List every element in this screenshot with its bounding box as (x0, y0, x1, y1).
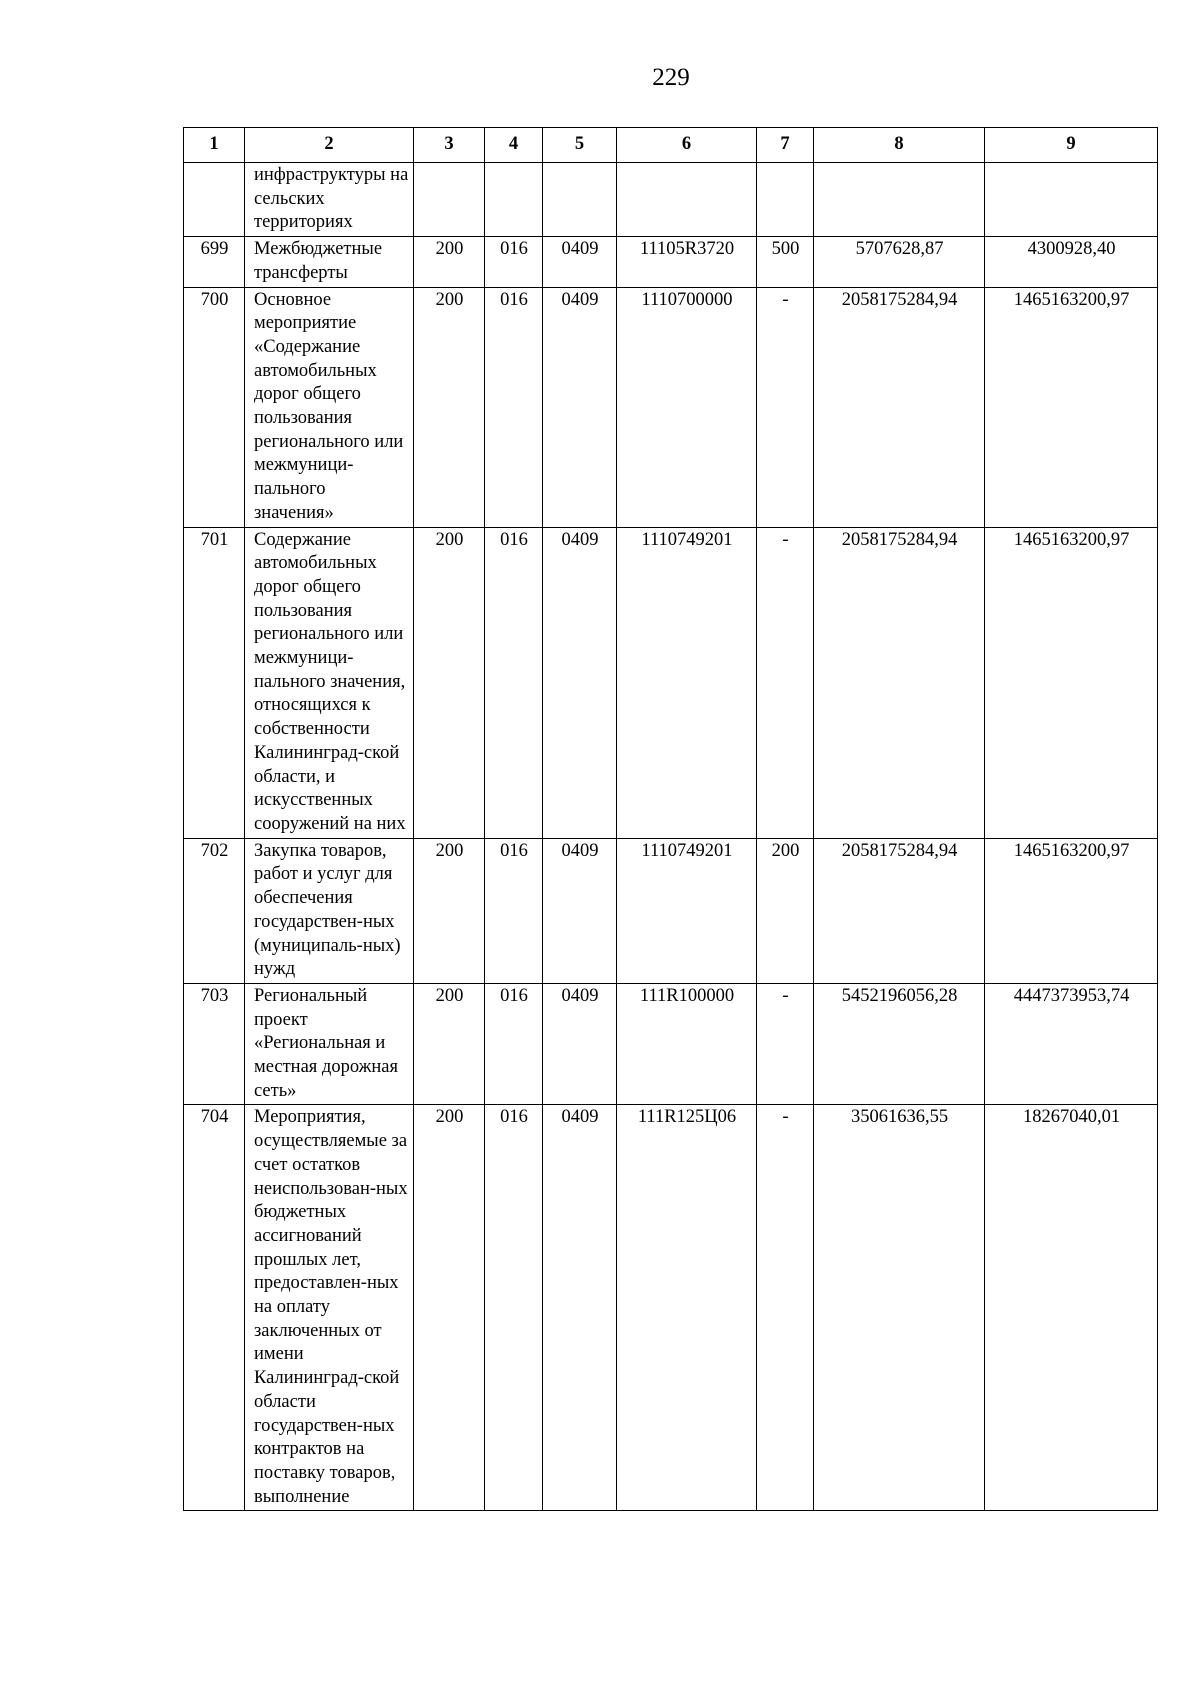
table-body (184, 128, 1158, 1511)
table-row (184, 838, 1158, 983)
cell-col4: 016 (485, 838, 543, 983)
row-name: Основное мероприятие «Содержание автомобильных дорог общего пользования регионального или межмуници-пального значения» (245, 287, 414, 527)
cell-col8: 2058175284,94 (814, 527, 985, 838)
cell-col8 (814, 163, 985, 237)
header-cell-6: 6 (617, 128, 757, 163)
cell-col8: 2058175284,94 (814, 287, 985, 527)
cell-col4: 016 (485, 237, 543, 287)
cell-col9: 18267040,01 (985, 1105, 1158, 1511)
cell-col5: 0409 (543, 983, 617, 1105)
cell-col4: 016 (485, 287, 543, 527)
cell-col5 (543, 163, 617, 237)
cell-col3: 200 (414, 527, 485, 838)
cell-col5: 0409 (543, 838, 617, 983)
cell-col9: 1465163200,97 (985, 838, 1158, 983)
row-number: 699 (184, 237, 245, 287)
table-row (184, 1105, 1158, 1511)
cell-col7: 200 (757, 838, 814, 983)
page-number: 229 (652, 64, 690, 91)
cell-col8: 35061636,55 (814, 1105, 985, 1511)
cell-col8: 2058175284,94 (814, 838, 985, 983)
row-number: 702 (184, 838, 245, 983)
table-row (184, 983, 1158, 1105)
row-name: Содержание автомобильных дорог общего пользования регионального или межмуници-пального значения, относящихся к собственности Калининград-ской области, и искусственных сооружений на них (245, 527, 414, 838)
cell-col7: - (757, 527, 814, 838)
header-cell-3: 3 (414, 128, 485, 163)
cell-col3: 200 (414, 237, 485, 287)
cell-col7: 500 (757, 237, 814, 287)
cell-col6: 1110749201 (617, 527, 757, 838)
row-number: 704 (184, 1105, 245, 1511)
cell-col5: 0409 (543, 237, 617, 287)
cell-col6: 1110700000 (617, 287, 757, 527)
cell-col4 (485, 163, 543, 237)
table-row (184, 163, 1158, 237)
cell-col6: 111R125Ц06 (617, 1105, 757, 1511)
header-cell-2: 2 (245, 128, 414, 163)
cell-col4: 016 (485, 527, 543, 838)
row-name: инфраструктуры на сельских территориях (245, 163, 414, 237)
cell-col9: 4447373953,74 (985, 983, 1158, 1105)
cell-col5: 0409 (543, 527, 617, 838)
header-cell-1: 1 (184, 128, 245, 163)
header-cell-8: 8 (814, 128, 985, 163)
cell-col6: 111R100000 (617, 983, 757, 1105)
row-name: Мероприятия, осуществляемые за счет остатков неиспользован-ных бюджетных ассигнований прошлых лет, предоставлен-ных на оплату заключенных от имени Калининград-ской области государствен-ных контрактов на поставку товаров, выполнение (245, 1105, 414, 1511)
row-name: Региональный проект «Региональная и местная дорожная сеть» (245, 983, 414, 1105)
cell-col5: 0409 (543, 1105, 617, 1511)
cell-col8: 5707628,87 (814, 237, 985, 287)
cell-col6: 11105R3720 (617, 237, 757, 287)
table-row (184, 237, 1158, 287)
table-header-row (184, 128, 1158, 163)
cell-col9: 1465163200,97 (985, 287, 1158, 527)
table-row (184, 287, 1158, 527)
cell-col6 (617, 163, 757, 237)
cell-col3: 200 (414, 838, 485, 983)
cell-col3: 200 (414, 1105, 485, 1511)
row-number (184, 163, 245, 237)
cell-col4: 016 (485, 1105, 543, 1511)
cell-col7: - (757, 983, 814, 1105)
cell-col3 (414, 163, 485, 237)
row-name: Межбюджетные трансферты (245, 237, 414, 287)
cell-col6: 1110749201 (617, 838, 757, 983)
cell-col9 (985, 163, 1158, 237)
budget-table (183, 127, 1158, 1511)
cell-col9: 1465163200,97 (985, 527, 1158, 838)
row-number: 700 (184, 287, 245, 527)
cell-col4: 016 (485, 983, 543, 1105)
cell-col7: - (757, 1105, 814, 1511)
row-number: 703 (184, 983, 245, 1105)
cell-col7 (757, 163, 814, 237)
header-cell-7: 7 (757, 128, 814, 163)
header-cell-4: 4 (485, 128, 543, 163)
table-row (184, 527, 1158, 838)
header-cell-9: 9 (985, 128, 1158, 163)
cell-col3: 200 (414, 983, 485, 1105)
header-cell-5: 5 (543, 128, 617, 163)
cell-col9: 4300928,40 (985, 237, 1158, 287)
cell-col7: - (757, 287, 814, 527)
cell-col5: 0409 (543, 287, 617, 527)
row-number: 701 (184, 527, 245, 838)
cell-col8: 5452196056,28 (814, 983, 985, 1105)
row-name: Закупка товаров, работ и услуг для обеспечения государствен-ных (муниципаль-ных) нужд (245, 838, 414, 983)
cell-col3: 200 (414, 287, 485, 527)
